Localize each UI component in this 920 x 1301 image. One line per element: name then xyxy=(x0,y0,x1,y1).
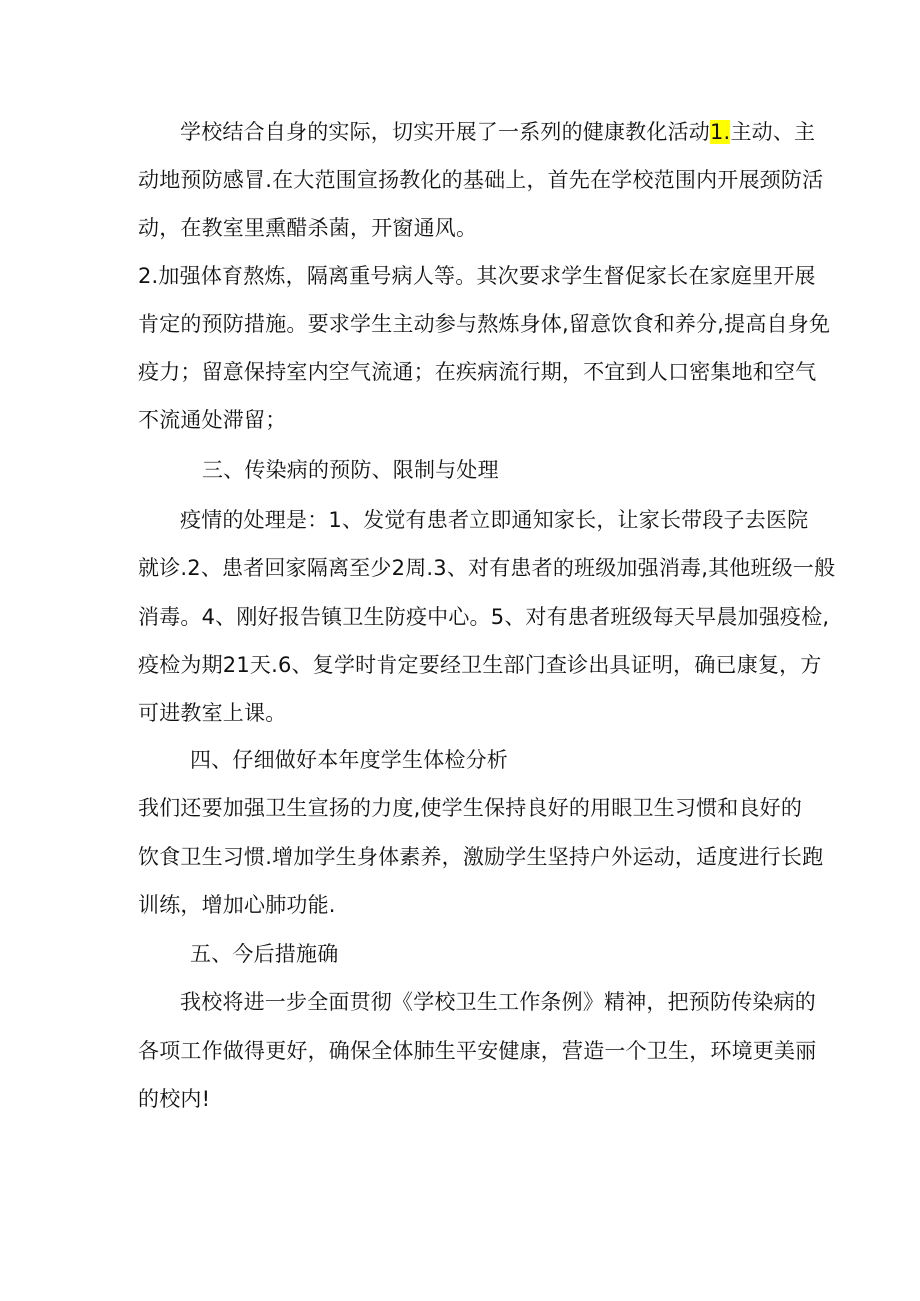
section-heading-3: 三、传染病的预防、限制与处理 xyxy=(202,458,499,482)
paragraph-5-line-1: 我校将进一步全面贯彻《学校卫生工作条例》精神，把预防传染病的 xyxy=(180,990,816,1014)
paragraph-2-line-4: 不流通处滞留； xyxy=(138,408,287,432)
paragraph-3-line-3: 消毒。4、刚好报告镇卫生防疫中心。5、对有患者班级每天早晨加强疫检, xyxy=(138,605,830,629)
paragraph-3-line-4: 疫检为期21天.6、复学时肯定要经卫生部门查诊出具证明，确已康复，方 xyxy=(138,653,822,677)
paragraph-3-line-2: 就诊.2、患者回家隔离至少2周.3、对有患者的班级加强消毒,其他班级一般 xyxy=(138,556,836,580)
paragraph-2-line-1: 2.加强体育熬炼，隔离重号病人等。其次要求学生督促家长在家庭里开展 xyxy=(138,264,816,288)
paragraph-4-line-1: 我们还要加强卫生宣扬的力度,使学生保持良好的用眼卫生习惯和良好的 xyxy=(138,796,803,820)
paragraph-3-line-1: 疫情的处理是：1、发觉有患者立即通知家长，让家长带段子去医院 xyxy=(180,508,809,532)
paragraph-3-line-5: 可进教室上课。 xyxy=(138,701,287,725)
paragraph-2-line-2: 肯定的预防措施。要求学生主动参与熬炼身体,留意饮食和养分,提高自身免 xyxy=(138,312,831,336)
paragraph-5-line-3: 的校内! xyxy=(138,1087,211,1111)
paragraph-1-line-2: 动地预防感冒.在大范围宣扬教化的基础上，首先在学校范围内开展颈防活 xyxy=(138,168,824,192)
paragraph-4-line-2: 饮食卫生习惯.增加学生身体素养，激励学生坚持户外运动，适度进行长跑 xyxy=(138,845,824,869)
paragraph-1-line-1-tail: 主动、主 xyxy=(730,120,816,144)
paragraph-1-line-3: 动，在教室里熏醋杀菌，开窗通风。 xyxy=(138,216,478,240)
paragraph-1-line-1 xyxy=(180,118,815,146)
paragraph-4-line-3: 训练，增加心肺功能. xyxy=(138,893,336,917)
section-heading-5: 五、今后措施确 xyxy=(190,942,339,966)
section-heading-4: 四、仔细做好本年度学生体检分析 xyxy=(190,748,508,772)
highlighted-number: 1. xyxy=(710,120,731,144)
paragraph-1-line-1-text: 学校结合自身的实际，切实开展了一系列的健康教化活动 xyxy=(180,120,710,144)
paragraph-2-line-3: 疫力；留意保持室内空气流通；在疾病流行期，不宜到人口密集地和空气 xyxy=(138,360,817,384)
paragraph-5-line-2: 各项工作做得更好，确保全体肺生平安健康，营造一个卫生，环境更美丽 xyxy=(138,1039,817,1063)
